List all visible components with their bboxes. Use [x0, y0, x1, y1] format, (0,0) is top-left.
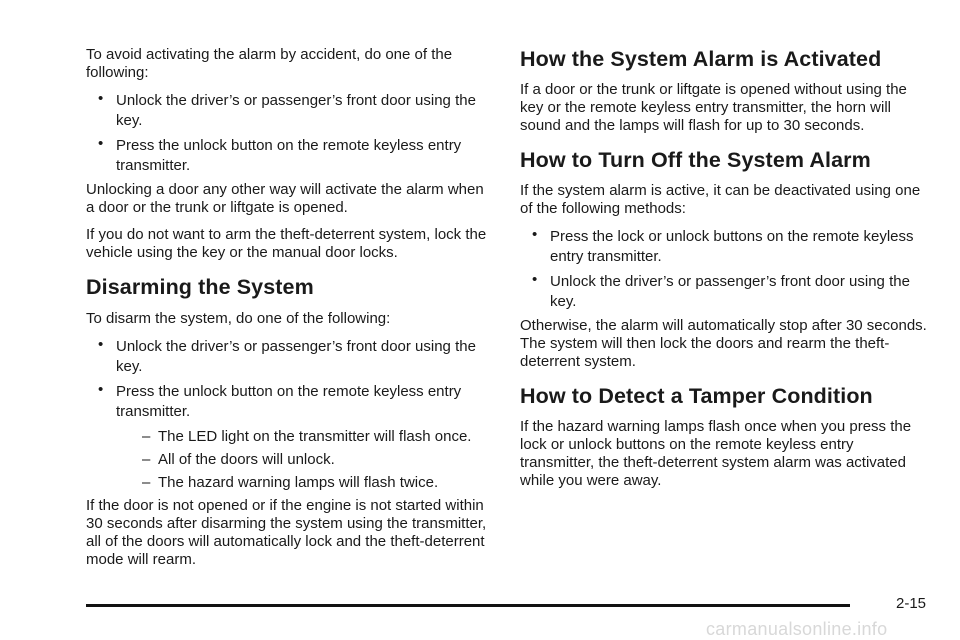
intro-paragraph: To avoid activating the alarm by accident, do one of the following: [86, 46, 453, 81]
no-arm-paragraph: If you do not want to arm the theft-deterrent system, lock the vehicle using the key or the manual door locks. [86, 226, 487, 261]
turn-off-paragraph: If the system alarm is active, it can be deactivated using one of the following methods: [520, 182, 921, 217]
right-column [520, 46, 930, 499]
bullet-icon: • [98, 381, 104, 398]
dash-icon: – [142, 474, 151, 491]
disarm-list [86, 337, 492, 422]
tamper-paragraph: If the hazard warning lamps flash once when you press the lock or unlock buttons on the remote keyless entry transmitter, the theft-deterrent system alarm was activated while you were away. [520, 418, 912, 489]
turn-off-list [520, 227, 930, 312]
list-item: • Press the lock or unlock buttons on the remote keyless entry transmitter. [532, 226, 914, 265]
bullet-icon: • [98, 135, 104, 152]
disarm-intro-paragraph: To disarm the system, do one of the following: [86, 310, 391, 327]
heading-disarming: Disarming the System [86, 275, 314, 299]
bullet-icon: • [98, 90, 104, 107]
heading-alarm-activated: How the System Alarm is Activated [520, 47, 882, 71]
dash-icon: – [142, 451, 151, 468]
rearm-paragraph: If the door is not opened or if the engine is not started within 30 seconds after disarming the system using the transmitter, all of the doors will automatically lock and the theft-deterrent mode will rearm. [86, 497, 487, 568]
list-item: • Press the unlock button on the remote keyless entry transmitter. [98, 135, 462, 174]
list-item: • Unlock the driver’s or passenger’s front door using the key. [98, 90, 476, 129]
page-number: 2-15 [896, 595, 927, 612]
heading-turn-off-alarm: How to Turn Off the System Alarm [520, 148, 871, 172]
list-item: • Press the unlock button on the remote keyless entry transmitter. [98, 381, 462, 420]
list-item: – The LED light on the transmitter will flash once. [142, 428, 472, 445]
heading-tamper-condition: How to Detect a Tamper Condition [520, 384, 873, 408]
activated-paragraph: If a door or the trunk or liftgate is opened without using the key or the remote keyless entry transmitter, the horn will sound and the lamps will flash for up to 30 seconds. [520, 81, 907, 134]
list-item: – All of the doors will unlock. [142, 451, 335, 468]
list-item: • Unlock the driver’s or passenger’s front door using the key. [98, 336, 476, 375]
bullet-icon: • [532, 271, 538, 288]
otherwise-paragraph: Otherwise, the alarm will automatically stop after 30 seconds. The system will then lock the doors and rearm the theft-deterrent system. [520, 317, 927, 370]
unlocking-paragraph: Unlocking a door any other way will activate the alarm when a door or the trunk or liftgate is opened. [86, 181, 484, 216]
footer-rule [86, 604, 850, 607]
bullet-icon: • [532, 226, 538, 243]
dash-icon: – [142, 428, 151, 445]
left-column [86, 46, 492, 578]
disarm-result-list [86, 427, 492, 493]
list-item: – The hazard warning lamps will flash twice. [142, 474, 439, 491]
watermark: carmanualsonline.info [706, 619, 888, 639]
avoid-alarm-list [86, 91, 492, 176]
bullet-icon: • [98, 336, 104, 353]
list-item: • Unlock the driver’s or passenger’s front door using the key. [532, 271, 910, 310]
